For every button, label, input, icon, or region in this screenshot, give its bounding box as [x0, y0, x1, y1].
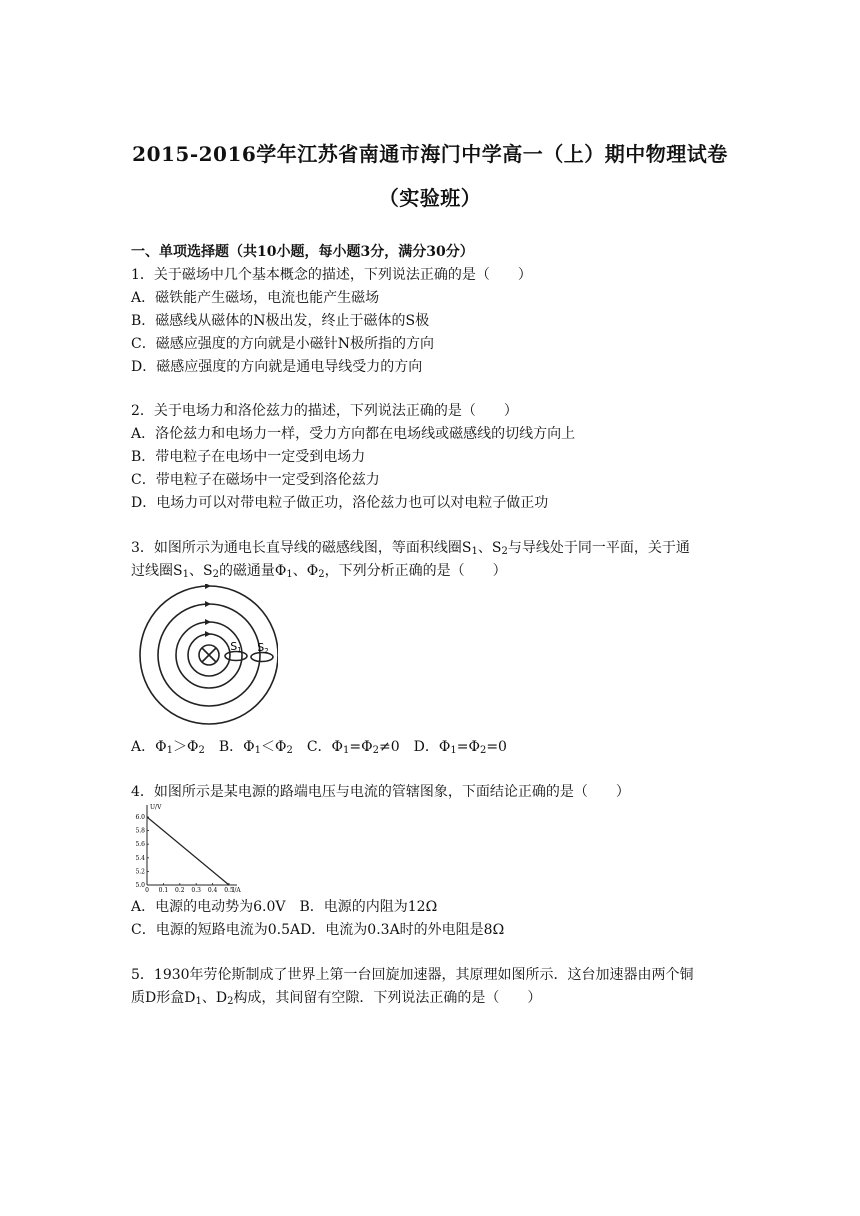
- paper-title: 2015-2016学年江苏省南通市海门中学高一（上）期中物理试卷: [132, 142, 728, 166]
- subscript: 1: [195, 996, 202, 1007]
- u-i-line: [147, 817, 229, 885]
- question-4-stem: 4．如图所示是某电源的路端电压与电流的管辖图象，下面结论正确的是（ ）: [131, 784, 630, 800]
- q3-text: 与导线处于同一平面，关于通: [507, 540, 690, 556]
- question-2-option-d: D．电场力可以对带电粒子做正功，洛伦兹力也可以对电粒子做正功: [131, 495, 549, 511]
- x-tick-label: 0.1: [158, 887, 169, 894]
- question-2-option-b: B．带电粒子在电场中一定受到电场力: [131, 449, 366, 465]
- y-tick-label: 5.8: [135, 827, 145, 835]
- subscript: 1: [286, 569, 293, 580]
- question-5-stem-line-2: [131, 989, 541, 1011]
- x-axis-label: I/A: [232, 887, 241, 894]
- question-3-stem-line-1: [131, 539, 690, 561]
- section-heading: 一、单项选择题（共10小题，每小题3分，满分30分）: [131, 244, 474, 260]
- paper-subtitle: （实验班）: [378, 186, 482, 210]
- subscript: 1: [166, 745, 173, 756]
- subscript: 2: [227, 996, 234, 1007]
- subscript: 2: [318, 569, 325, 580]
- u-i-graph-figure: [131, 802, 243, 894]
- question-2-option-c: C．带电粒子在磁场中一定受到洛伦兹力: [131, 472, 380, 488]
- y-tick-label: 5.2: [135, 868, 145, 876]
- question-1-option-c: C．磁感应强度的方向就是小磁针N极所指的方向: [131, 336, 434, 352]
- subscript: 2: [372, 745, 379, 756]
- question-1-option-a: A．磁铁能产生磁场，电流也能产生磁场: [131, 290, 380, 306]
- y-tick-label: 5.0: [135, 882, 145, 889]
- x-tick-label: 0.3: [191, 887, 201, 894]
- q3-text: 、Φ: [292, 563, 319, 579]
- x-tick-label: 0.2: [175, 887, 185, 894]
- direction-arrow-icon: [205, 601, 211, 607]
- q3-text: 的磁通量Φ: [218, 563, 287, 579]
- q3-option-text: ＜Φ: [260, 739, 287, 755]
- q3-option-text: =0: [486, 739, 507, 755]
- q3-option-text: A．Φ: [131, 739, 167, 755]
- q5-text: 质D形盒D: [131, 990, 196, 1006]
- question-2-option-a: A．洛伦兹力和电场力一样，受力方向都在电场线或磁感线的切线方向上: [131, 426, 576, 442]
- question-2-stem: 2．关于电场力和洛伦兹力的描述，下列说法正确的是（ ）: [131, 403, 518, 419]
- q3-text: 、S: [477, 540, 502, 556]
- q3-text: 过线圈S: [131, 563, 183, 579]
- y-tick-label: 6.0: [135, 814, 145, 821]
- y-tick-label: 5.6: [135, 841, 145, 849]
- subscript: 2: [479, 745, 487, 756]
- question-1-option-d: D．磁感应强度的方向就是通电导线受力的方向: [131, 359, 423, 375]
- question-1-stem: 1．关于磁场中几个基本概念的描述，下列说法正确的是（ ）: [131, 267, 532, 283]
- q5-text: 、D: [201, 990, 228, 1006]
- q3-option-text: ≠0 D．Φ: [379, 739, 451, 755]
- subscript: 2: [198, 745, 205, 756]
- subscript: 2: [212, 569, 219, 580]
- x-tick-label: 0: [145, 887, 149, 894]
- coil-s1-label: S1: [230, 640, 242, 654]
- x-tick-label: 0.5: [224, 887, 234, 894]
- direction-arrow-icon: [205, 619, 211, 625]
- q3-option-text: ＞Φ: [172, 739, 199, 755]
- y-tick-label: 5.4: [135, 854, 145, 862]
- subscript: 2: [286, 745, 293, 756]
- question-4-options-ab: A．电源的电动势为6.0V B．电源的内阻为12Ω: [131, 899, 438, 915]
- q3-option-text: B．Φ: [204, 739, 255, 755]
- magnetic-field-lines-figure: [132, 584, 278, 728]
- subscript: 1: [471, 546, 478, 557]
- q3-text: ，下列分析正确的是（ ）: [324, 563, 507, 579]
- direction-arrow-icon: [205, 631, 211, 637]
- subscript: 1: [182, 569, 189, 580]
- q3-option-text: =Φ: [456, 739, 480, 755]
- q3-text: 3．如图所示为通电长直导线的磁感线图，等面积线圈S: [131, 540, 472, 556]
- question-3-stem-line-2: [131, 562, 507, 584]
- coil-s2-label: S2: [257, 641, 269, 655]
- q3-text: 、S: [188, 563, 213, 579]
- q3-option-text: =Φ: [349, 739, 373, 755]
- question-5-stem-line-1: 5．1930年劳伦斯制成了世界上第一台回旋加速器，其原理如图所示．这台加速器由两个铜: [131, 967, 694, 983]
- question-3-options: [131, 738, 507, 760]
- subscript: 2: [501, 546, 508, 557]
- subscript: 1: [450, 745, 457, 756]
- q3-option-text: C．Φ: [292, 739, 344, 755]
- subscript: 1: [254, 745, 261, 756]
- question-1-option-b: B．磁感线从磁体的N极出发，终止于磁体的S极: [131, 313, 430, 329]
- y-axis-label: U/V: [150, 804, 162, 811]
- subscript: 1: [343, 745, 350, 756]
- q5-text: 构成，其间留有空隙．下列说法正确的是（ ）: [233, 990, 542, 1006]
- question-4-options-cd: C．电源的短路电流为0.5AD．电流为0.3A时的外电阻是8Ω: [131, 922, 505, 938]
- x-tick-label: 0.4: [207, 887, 218, 894]
